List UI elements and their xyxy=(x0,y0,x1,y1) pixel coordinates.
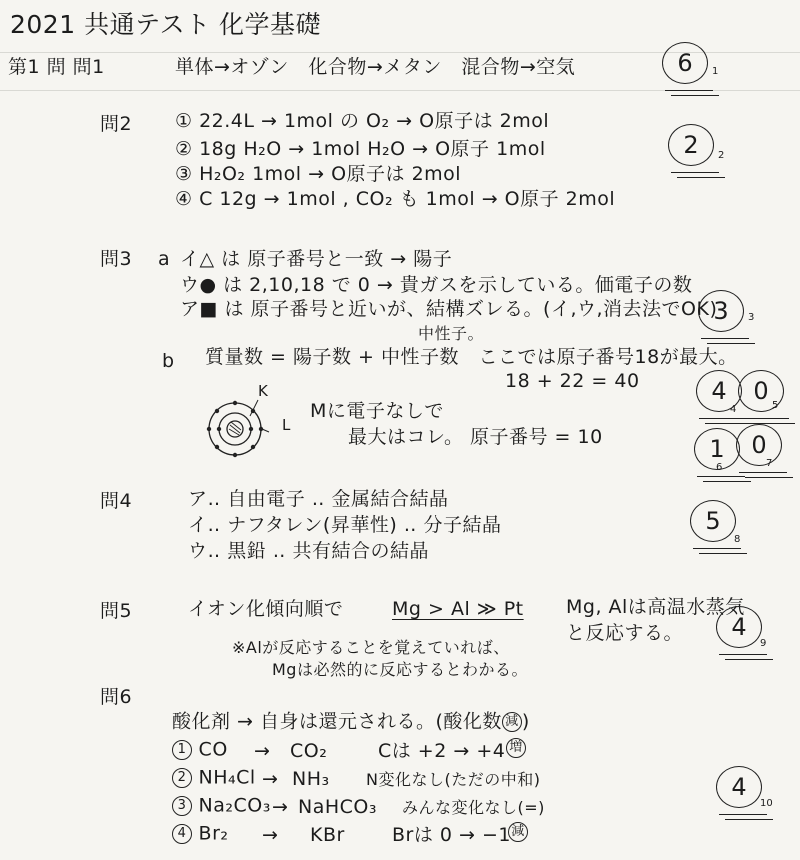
q5-answer: 4 xyxy=(716,606,762,648)
q3-a-line-4: 中性子。 xyxy=(418,324,485,343)
q4-number: 8 xyxy=(734,534,741,545)
q6-row-1-note: Cは +2 → +4 xyxy=(378,740,506,762)
page-title: 2021 共通テスト 化学基礎 xyxy=(10,10,322,39)
q3b-answer-1: 4 xyxy=(696,370,742,412)
q6-answer: 4 xyxy=(716,766,762,808)
q6-row-1-mark-wrap xyxy=(506,738,526,758)
q6-row-4-note: Brは 0 → −1 xyxy=(392,824,511,846)
q2-label: 問2 xyxy=(100,113,133,135)
q6-intro-a: 酸化剤 → 自身は還元される。(酸化数 xyxy=(172,710,502,733)
q4-line-2: イ‥ ナフタレン(昇華性) ‥ 分子結晶 xyxy=(188,514,502,536)
q6-row-1-left: CO xyxy=(198,738,228,761)
q3-part-a: a xyxy=(158,248,171,270)
q3b-number-3: 6 xyxy=(716,462,723,473)
q3-a-line-3: ア■ は 原子番号と近いが、結構ズレる。(イ,ウ,消去法でOK) xyxy=(180,298,718,320)
q6-row-1-arrow: → xyxy=(254,740,271,762)
q6-row-3-arrow: → xyxy=(272,796,289,818)
q6-row-2-arrow: → xyxy=(262,768,279,790)
q2-number: 2 xyxy=(718,150,725,161)
q3b-number-1: 4 xyxy=(730,404,737,415)
q5-label: 問5 xyxy=(100,600,133,622)
electron-shell-diagram xyxy=(200,394,270,464)
q6-row-3-num: 3 xyxy=(172,796,192,816)
q2-line-3: ③ H₂O₂ 1mol → O原子は 2mol xyxy=(175,163,462,185)
q6-row-2 xyxy=(172,768,256,788)
q4-label: 問4 xyxy=(100,490,133,512)
q3a-number: 3 xyxy=(748,312,755,323)
q2-line-2: ② 18g H₂O → 1mol H₂O → O原子 1mol xyxy=(175,138,546,160)
q5-line-1a: イオン化傾向順で xyxy=(188,598,344,620)
q2-line-1: ① 22.4L → 1mol の O₂ → O原子は 2mol xyxy=(175,110,550,132)
q6-row-4-right: KBr xyxy=(310,824,345,846)
q5-note-2: Mgは必然的に反応するとわかる。 xyxy=(272,660,528,679)
q6-row-1-mark: 増 xyxy=(506,738,526,758)
q4-line-3: ウ‥ 黒鉛 ‥ 共有結合の結晶 xyxy=(188,540,429,562)
q6-intro-c: ) xyxy=(521,710,530,733)
q6-number: 10 xyxy=(760,798,773,809)
shell-label-l: L xyxy=(282,416,291,434)
q6-row-3-note: みんな変化なし(=) xyxy=(402,798,545,817)
q6-row-4-mark: 減 xyxy=(508,822,528,842)
q6-row-1-right: CO₂ xyxy=(290,740,328,762)
q3a-answer: 3 xyxy=(698,290,744,332)
q2-answer: 2 xyxy=(668,124,714,166)
q5-note-1: ※Alが反応することを覚えていれば、 xyxy=(232,638,510,657)
q2-line-4: ④ C 12g → 1mol , CO₂ も 1mol → O原子 2mol xyxy=(175,188,616,210)
q6-row-1 xyxy=(172,740,228,760)
q3b-number-2: 5 xyxy=(772,400,779,411)
q6-row-1-num: 1 xyxy=(172,740,192,760)
q5-number: 9 xyxy=(760,638,767,649)
q1-answer: 6 xyxy=(662,42,708,84)
q3b-answer-2: 0 xyxy=(738,370,784,412)
q4-line-1: ア‥ 自由電子 ‥ 金属結合結晶 xyxy=(188,488,449,510)
q3-b-line-1: 質量数 = 陽子数 + 中性子数 ここでは原子番号18が最大。 xyxy=(205,346,738,368)
q3b-answer-3: 1 xyxy=(694,428,740,470)
q6-intro xyxy=(172,712,530,732)
q1-text: 単体→オゾン 化合物→メタン 混合物→空気 xyxy=(175,56,576,78)
q1-label: 第1 問 問1 xyxy=(8,56,105,78)
q6-row-4-left: Br₂ xyxy=(198,822,229,845)
q6-row-2-num: 2 xyxy=(172,768,192,788)
q1-number: 1 xyxy=(712,66,719,77)
q3b-answer-4: 0 xyxy=(736,424,782,466)
q3-a-line-1: イ△ は 原子番号と一致 → 陽子 xyxy=(180,248,453,270)
q3-b-line-2: 18 + 22 = 40 xyxy=(505,370,640,392)
q6-row-4-num: 4 xyxy=(172,824,192,844)
q4-answer: 5 xyxy=(690,500,736,542)
q5-line-2: と反応する。 xyxy=(566,622,684,644)
q3-b-line-3: Mに電子なしで xyxy=(310,400,444,422)
q6-row-3-right: NaHCO₃ xyxy=(298,796,377,818)
q3-a-line-2: ウ● は 2,10,18 で 0 → 貴ガスを示している。価電子の数 xyxy=(180,274,693,296)
q6-label: 問6 xyxy=(100,686,133,708)
q6-row-3 xyxy=(172,796,271,816)
q6-row-4-arrow: → xyxy=(262,824,279,846)
q5-line-1c: Mg, Alは高温水蒸気 xyxy=(566,596,745,618)
q5-line-1b: Mg > Al ≫ Pt xyxy=(392,598,524,620)
q3-part-b: b xyxy=(162,350,175,372)
shell-label-k: K xyxy=(258,382,269,400)
q3-b-line-4: 最大はコレ。 原子番号 = 10 xyxy=(348,426,603,448)
q6-row-2-right: NH₃ xyxy=(292,768,330,790)
q6-row-3-left: Na₂CO₃ xyxy=(198,794,271,817)
q6-row-2-left: NH₄Cl xyxy=(198,766,256,789)
q6-row-2-note: N変化なし(ただの中和) xyxy=(366,770,541,789)
q3b-number-4: 7 xyxy=(766,458,773,469)
q6-row-4-mark-wrap xyxy=(508,822,528,842)
q6-row-4 xyxy=(172,824,229,844)
q6-intro-b: 減 xyxy=(502,712,522,732)
q3-label: 問3 xyxy=(100,248,133,270)
